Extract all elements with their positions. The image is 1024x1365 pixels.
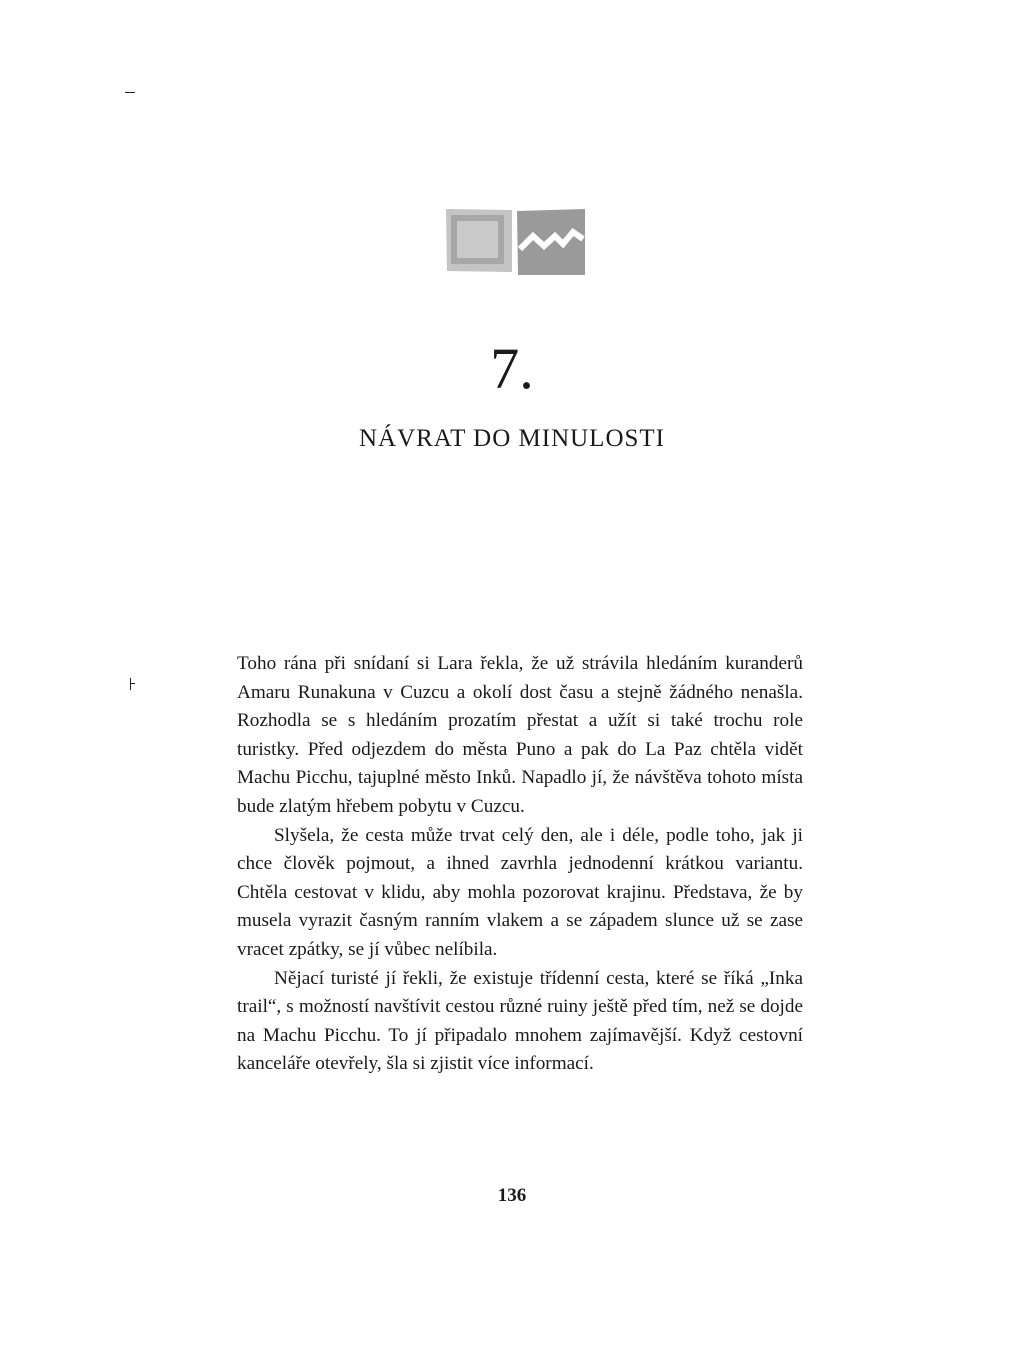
paragraph-2: Slyšela, že cesta může trvat celý den, ale i déle, podle toho, jak ji chce člověk pojmout, a ihned zavrhla jednodenní krátkou variantu. Chtěla cestovat v klidu, aby mohla pozorovat krajinu. Představa, že by musela vyrazit časným ranním vlakem a se západem slunce už se zase vracet zpátky, se jí vůbec nelíbila.	[237, 824, 803, 960]
crop-mark-side	[128, 678, 136, 690]
chapter-ornament-icon	[445, 208, 586, 276]
page-number: 136	[497, 1185, 527, 1206]
chapter-number: 7.	[490, 336, 534, 401]
ornament-square-inner	[457, 221, 498, 258]
paragraph-1: Toho rána při snídaní si Lara řekla, že už strávila hledáním kuranderů Amaru Runakuna v Cuzcu a okolí dost času a stejně žádného nenašla. Rozhodla se s hledáním prozatím přestat a užít si také trochu role turistky. Před odjezdem do města Puno a pak do La Paz chtěla vidět Machu Picchu, tajuplné město Inků. Napadlo jí, že návštěva tohoto místa bude zlatým hřebem pobytu v Cuzcu.	[237, 653, 803, 817]
paragraph-3: Nějací turisté jí řekli, že existuje třídenní cesta, které se říká „Inka trail“, s možností navštívit cestou různé ruiny ještě před tím, než se dojde na Machu Picchu. To jí připadalo mnohem zajímavější. Když cestovní kanceláře otevřely, šla si zjistit více informací.	[237, 967, 803, 1075]
crop-mark-top	[125, 92, 135, 93]
body-text	[237, 650, 803, 1079]
chapter-title: NÁVRAT DO MINULOSTI	[358, 425, 666, 452]
